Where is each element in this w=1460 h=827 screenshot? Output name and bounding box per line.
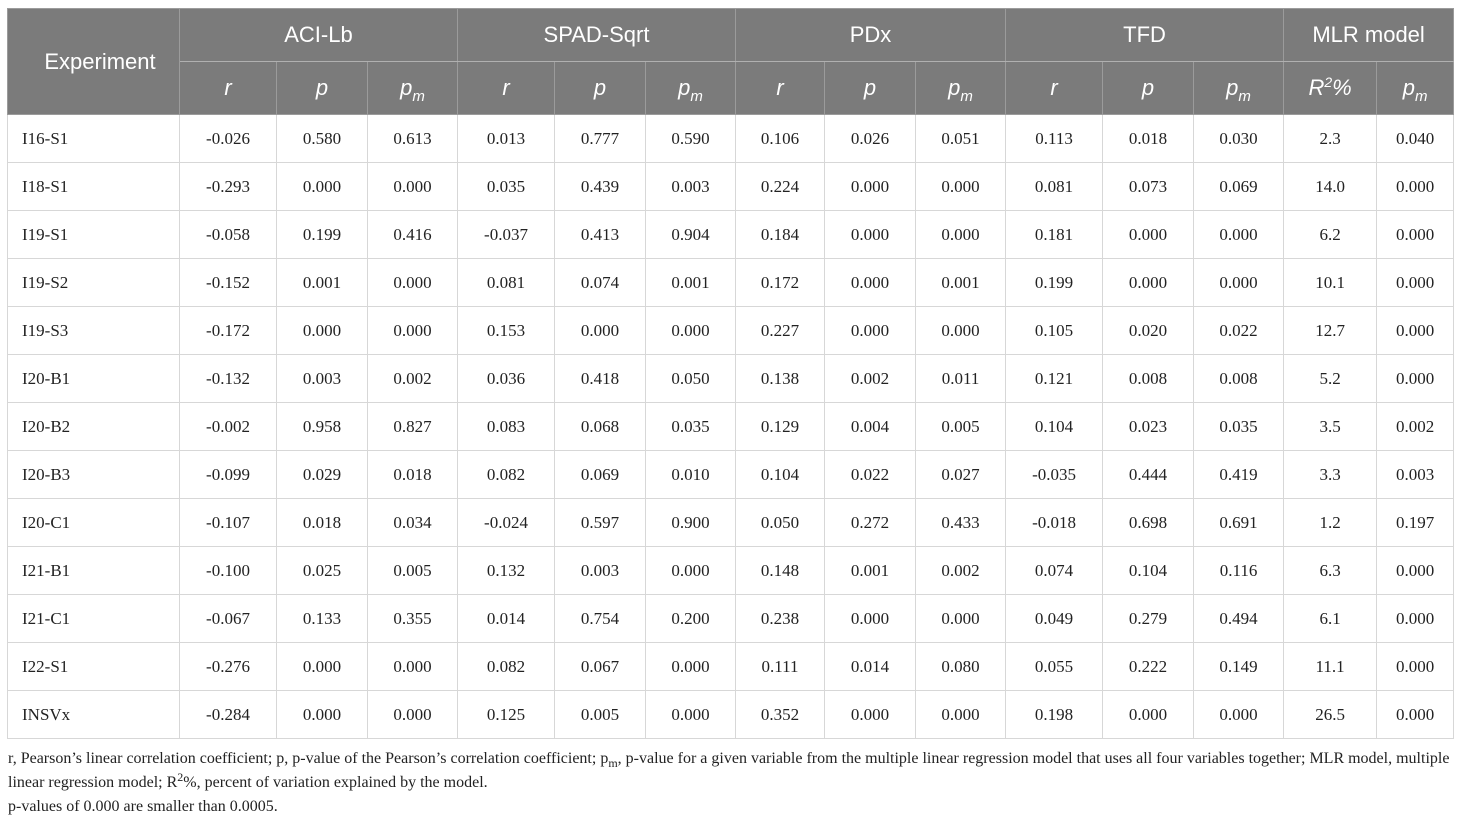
table-row: [8, 595, 1454, 643]
cell-aci-p: 0.025: [277, 547, 368, 595]
footnote: [7, 747, 1453, 818]
cell-spad-r: 0.083: [458, 403, 555, 451]
cell-mlr-r2: 26.5: [1284, 691, 1377, 739]
table-body: [8, 115, 1454, 739]
cell-spad-r: 0.125: [458, 691, 555, 739]
cell-mlr-pm: 0.002: [1377, 403, 1454, 451]
cell-aci-r: -0.100: [180, 547, 277, 595]
group-header-pdx: PDx: [736, 9, 1006, 62]
cell-mlr-r2: 6.3: [1284, 547, 1377, 595]
subheader-p: [825, 62, 916, 115]
cell-aci-r: -0.107: [180, 499, 277, 547]
cell-aci-r: -0.067: [180, 595, 277, 643]
cell-spad-r: 0.035: [458, 163, 555, 211]
cell-spad-p: 0.069: [555, 451, 646, 499]
cell-aci-pm: 0.000: [368, 163, 458, 211]
footnote-part-1: r, Pearson’s linear correlation coefficient; p, p-value of the Pearson’s correlation coefficient; p: [8, 750, 609, 767]
group-header-aci-lb: ACI-Lb: [180, 9, 458, 62]
cell-spad-pm: 0.035: [646, 403, 736, 451]
cell-mlr-r2: 2.3: [1284, 115, 1377, 163]
cell-spad-r: 0.013: [458, 115, 555, 163]
footnote-part-3: %, percent of variation explained by the model.: [183, 774, 488, 791]
cell-tfd-p: 0.020: [1103, 307, 1194, 355]
r-label: r: [1050, 75, 1058, 100]
cell-mlr-r2: 5.2: [1284, 355, 1377, 403]
cell-spad-r: 0.132: [458, 547, 555, 595]
cell-aci-pm: 0.827: [368, 403, 458, 451]
experiment-cell: INSVx: [8, 691, 180, 739]
cell-aci-pm: 0.002: [368, 355, 458, 403]
cell-tfd-p: 0.222: [1103, 643, 1194, 691]
footnote-part-2: , p-value for a given variable from the multiple linear regression model that uses all four variables together; MLR model, multiple linear regression model; R: [8, 750, 1450, 791]
p-label: p: [863, 75, 877, 100]
experiment-cell: I21-B1: [8, 547, 180, 595]
table-row: [8, 547, 1454, 595]
table-row: [8, 115, 1454, 163]
table-row: [8, 307, 1454, 355]
cell-aci-p: 0.199: [277, 211, 368, 259]
cell-aci-pm: 0.000: [368, 643, 458, 691]
cell-tfd-r: 0.104: [1006, 403, 1103, 451]
cell-spad-r: -0.024: [458, 499, 555, 547]
cell-aci-r: -0.002: [180, 403, 277, 451]
cell-tfd-pm: 0.000: [1194, 259, 1284, 307]
cell-tfd-p: 0.444: [1103, 451, 1194, 499]
cell-mlr-pm: 0.000: [1377, 595, 1454, 643]
cell-tfd-pm: 0.116: [1194, 547, 1284, 595]
r2-superscript: 2: [1324, 74, 1333, 90]
cell-aci-p: 0.000: [277, 163, 368, 211]
r-label: r: [502, 75, 510, 100]
cell-pdx-r: 0.104: [736, 451, 825, 499]
experiment-cell: I16-S1: [8, 115, 180, 163]
cell-aci-r: -0.132: [180, 355, 277, 403]
cell-pdx-p: 0.272: [825, 499, 916, 547]
cell-tfd-r: -0.018: [1006, 499, 1103, 547]
footnote-line-1: [8, 747, 1453, 795]
r-label: r: [776, 75, 784, 100]
experiment-cell: I20-B1: [8, 355, 180, 403]
cell-pdx-r: 0.352: [736, 691, 825, 739]
cell-tfd-pm: 0.022: [1194, 307, 1284, 355]
cell-spad-pm: 0.000: [646, 643, 736, 691]
cell-mlr-pm: 0.000: [1377, 355, 1454, 403]
pm-subscript: m: [960, 88, 973, 105]
cell-spad-p: 0.067: [555, 643, 646, 691]
cell-pdx-r: 0.138: [736, 355, 825, 403]
pm-base: p: [678, 75, 691, 100]
table-row: [8, 499, 1454, 547]
cell-pdx-pm: 0.002: [916, 547, 1006, 595]
cell-pdx-pm: 0.027: [916, 451, 1006, 499]
experiment-cell: I19-S3: [8, 307, 180, 355]
cell-pdx-pm: 0.080: [916, 643, 1006, 691]
cell-mlr-r2: 1.2: [1284, 499, 1377, 547]
header-row-subcolumns: [8, 62, 1454, 115]
cell-aci-pm: 0.000: [368, 259, 458, 307]
cell-spad-p: 0.418: [555, 355, 646, 403]
table-row: [8, 691, 1454, 739]
cell-tfd-r: 0.181: [1006, 211, 1103, 259]
cell-pdx-p: 0.000: [825, 307, 916, 355]
cell-tfd-r: 0.198: [1006, 691, 1103, 739]
cell-mlr-pm: 0.003: [1377, 451, 1454, 499]
footnote-pm-subscript: m: [608, 756, 618, 770]
cell-tfd-r: 0.113: [1006, 115, 1103, 163]
cell-mlr-r2: 11.1: [1284, 643, 1377, 691]
cell-mlr-pm: 0.000: [1377, 163, 1454, 211]
subheader-p: [555, 62, 646, 115]
cell-aci-r: -0.058: [180, 211, 277, 259]
cell-aci-p: 0.580: [277, 115, 368, 163]
cell-pdx-r: 0.050: [736, 499, 825, 547]
cell-tfd-pm: 0.069: [1194, 163, 1284, 211]
cell-aci-r: -0.276: [180, 643, 277, 691]
cell-spad-r: -0.037: [458, 211, 555, 259]
r2-base: R: [1308, 75, 1325, 100]
pm-subscript: m: [690, 88, 703, 105]
cell-aci-r: -0.152: [180, 259, 277, 307]
cell-mlr-pm: 0.000: [1377, 691, 1454, 739]
cell-tfd-r: 0.049: [1006, 595, 1103, 643]
table-row: [8, 643, 1454, 691]
pm-subscript: m: [412, 88, 425, 105]
cell-pdx-p: 0.026: [825, 115, 916, 163]
cell-pdx-p: 0.000: [825, 259, 916, 307]
cell-tfd-pm: 0.000: [1194, 691, 1284, 739]
cell-mlr-r2: 6.1: [1284, 595, 1377, 643]
subheader-r: [180, 62, 277, 115]
experiment-cell: I19-S1: [8, 211, 180, 259]
cell-mlr-r2: 3.5: [1284, 403, 1377, 451]
cell-pdx-pm: 0.001: [916, 259, 1006, 307]
cell-mlr-r2: 6.2: [1284, 211, 1377, 259]
experiment-cell: I20-B3: [8, 451, 180, 499]
cell-pdx-r: 0.172: [736, 259, 825, 307]
cell-spad-pm: 0.050: [646, 355, 736, 403]
cell-tfd-r: -0.035: [1006, 451, 1103, 499]
header-row-groups: [8, 9, 1454, 62]
pm-subscript: m: [1414, 88, 1428, 105]
cell-pdx-pm: 0.000: [916, 595, 1006, 643]
cell-pdx-pm: 0.000: [916, 211, 1006, 259]
cell-aci-r: -0.172: [180, 307, 277, 355]
cell-spad-pm: 0.001: [646, 259, 736, 307]
subheader-pm: [916, 62, 1006, 115]
cell-aci-pm: 0.000: [368, 307, 458, 355]
cell-spad-pm: 0.000: [646, 307, 736, 355]
cell-tfd-p: 0.008: [1103, 355, 1194, 403]
cell-spad-p: 0.000: [555, 307, 646, 355]
cell-spad-r: 0.036: [458, 355, 555, 403]
cell-aci-pm: 0.613: [368, 115, 458, 163]
group-header-mlr-model: MLR model: [1284, 9, 1454, 62]
cell-tfd-p: 0.000: [1103, 259, 1194, 307]
cell-aci-p: 0.000: [277, 691, 368, 739]
cell-aci-p: 0.018: [277, 499, 368, 547]
cell-spad-p: 0.068: [555, 403, 646, 451]
subheader-p: [277, 62, 368, 115]
experiment-cell: I21-C1: [8, 595, 180, 643]
cell-aci-r: -0.099: [180, 451, 277, 499]
cell-aci-p: 0.133: [277, 595, 368, 643]
cell-pdx-p: 0.002: [825, 355, 916, 403]
cell-tfd-r: 0.081: [1006, 163, 1103, 211]
cell-tfd-p: 0.000: [1103, 211, 1194, 259]
cell-spad-pm: 0.000: [646, 691, 736, 739]
cell-mlr-pm: 0.000: [1377, 307, 1454, 355]
r2-suffix: %: [1332, 75, 1352, 100]
cell-aci-pm: 0.005: [368, 547, 458, 595]
cell-pdx-pm: 0.000: [916, 307, 1006, 355]
subheader-pm: [646, 62, 736, 115]
cell-spad-p: 0.003: [555, 547, 646, 595]
cell-tfd-pm: 0.494: [1194, 595, 1284, 643]
cell-tfd-p: 0.073: [1103, 163, 1194, 211]
cell-spad-p: 0.005: [555, 691, 646, 739]
cell-spad-pm: 0.003: [646, 163, 736, 211]
cell-aci-pm: 0.018: [368, 451, 458, 499]
pm-subscript: m: [1238, 88, 1251, 105]
cell-spad-r: 0.082: [458, 643, 555, 691]
cell-mlr-pm: 0.000: [1377, 259, 1454, 307]
experiment-cell: I18-S1: [8, 163, 180, 211]
footnote-r2-superscript: 2: [177, 770, 184, 784]
subheader-r: [1006, 62, 1103, 115]
pm-base: p: [948, 75, 961, 100]
p-label: p: [315, 75, 329, 100]
group-header-tfd: TFD: [1006, 9, 1284, 62]
subheader-r: [736, 62, 825, 115]
cell-tfd-r: 0.199: [1006, 259, 1103, 307]
experiment-cell: I20-C1: [8, 499, 180, 547]
pm-base: p: [1226, 75, 1239, 100]
cell-tfd-r: 0.055: [1006, 643, 1103, 691]
cell-mlr-r2: 14.0: [1284, 163, 1377, 211]
pm-base: p: [400, 75, 413, 100]
cell-spad-pm: 0.904: [646, 211, 736, 259]
cell-pdx-p: 0.022: [825, 451, 916, 499]
cell-pdx-pm: 0.011: [916, 355, 1006, 403]
cell-tfd-pm: 0.000: [1194, 211, 1284, 259]
cell-spad-r: 0.014: [458, 595, 555, 643]
cell-tfd-p: 0.698: [1103, 499, 1194, 547]
p-label: p: [593, 75, 607, 100]
cell-pdx-pm: 0.005: [916, 403, 1006, 451]
cell-pdx-p: 0.014: [825, 643, 916, 691]
cell-pdx-pm: 0.433: [916, 499, 1006, 547]
subheader-pm: [1377, 62, 1454, 115]
cell-mlr-pm: 0.040: [1377, 115, 1454, 163]
cell-spad-r: 0.081: [458, 259, 555, 307]
cell-aci-p: 0.000: [277, 307, 368, 355]
subheader-pm: [368, 62, 458, 115]
subheader-pm: [1194, 62, 1284, 115]
r-label: r: [224, 75, 232, 100]
cell-tfd-r: 0.121: [1006, 355, 1103, 403]
cell-pdx-p: 0.000: [825, 211, 916, 259]
table-row: [8, 211, 1454, 259]
cell-mlr-pm: 0.000: [1377, 643, 1454, 691]
cell-aci-r: -0.026: [180, 115, 277, 163]
cell-pdx-p: 0.000: [825, 691, 916, 739]
cell-spad-p: 0.439: [555, 163, 646, 211]
cell-tfd-r: 0.105: [1006, 307, 1103, 355]
cell-spad-pm: 0.900: [646, 499, 736, 547]
table-row: [8, 403, 1454, 451]
cell-mlr-r2: 3.3: [1284, 451, 1377, 499]
cell-pdx-r: 0.238: [736, 595, 825, 643]
cell-pdx-r: 0.106: [736, 115, 825, 163]
cell-pdx-pm: 0.000: [916, 691, 1006, 739]
table-container: [7, 8, 1453, 818]
cell-tfd-r: 0.074: [1006, 547, 1103, 595]
cell-aci-p: 0.958: [277, 403, 368, 451]
subheader-p: [1103, 62, 1194, 115]
cell-mlr-r2: 12.7: [1284, 307, 1377, 355]
cell-tfd-pm: 0.691: [1194, 499, 1284, 547]
cell-aci-pm: 0.416: [368, 211, 458, 259]
cell-aci-pm: 0.355: [368, 595, 458, 643]
cell-pdx-p: 0.000: [825, 163, 916, 211]
cell-spad-pm: 0.010: [646, 451, 736, 499]
cell-spad-pm: 0.200: [646, 595, 736, 643]
cell-tfd-p: 0.000: [1103, 691, 1194, 739]
cell-aci-r: -0.293: [180, 163, 277, 211]
cell-pdx-r: 0.184: [736, 211, 825, 259]
table-row: [8, 355, 1454, 403]
cell-spad-r: 0.153: [458, 307, 555, 355]
group-header-spad-sqrt: SPAD-Sqrt: [458, 9, 736, 62]
cell-tfd-pm: 0.419: [1194, 451, 1284, 499]
cell-pdx-p: 0.001: [825, 547, 916, 595]
cell-pdx-p: 0.000: [825, 595, 916, 643]
table-row: [8, 451, 1454, 499]
cell-spad-pm: 0.000: [646, 547, 736, 595]
cell-mlr-pm: 0.000: [1377, 211, 1454, 259]
cell-aci-p: 0.000: [277, 643, 368, 691]
cell-tfd-p: 0.018: [1103, 115, 1194, 163]
cell-pdx-pm: 0.051: [916, 115, 1006, 163]
cell-aci-r: -0.284: [180, 691, 277, 739]
cell-tfd-p: 0.023: [1103, 403, 1194, 451]
cell-mlr-pm: 0.197: [1377, 499, 1454, 547]
cell-spad-p: 0.777: [555, 115, 646, 163]
cell-pdx-r: 0.148: [736, 547, 825, 595]
subheader-r2: [1284, 62, 1377, 115]
experiment-cell: I22-S1: [8, 643, 180, 691]
experiment-cell: I19-S2: [8, 259, 180, 307]
pm-base: p: [1402, 75, 1415, 100]
cell-spad-p: 0.074: [555, 259, 646, 307]
cell-pdx-r: 0.224: [736, 163, 825, 211]
cell-tfd-pm: 0.149: [1194, 643, 1284, 691]
experiment-cell: I20-B2: [8, 403, 180, 451]
cell-spad-p: 0.754: [555, 595, 646, 643]
cell-tfd-pm: 0.008: [1194, 355, 1284, 403]
cell-spad-pm: 0.590: [646, 115, 736, 163]
cell-tfd-pm: 0.035: [1194, 403, 1284, 451]
p-label: p: [1141, 75, 1155, 100]
footnote-line-2: p-values of 0.000 are smaller than 0.0005.: [8, 798, 278, 815]
cell-aci-pm: 0.000: [368, 691, 458, 739]
cell-pdx-p: 0.004: [825, 403, 916, 451]
subheader-r: [458, 62, 555, 115]
cell-spad-p: 0.597: [555, 499, 646, 547]
cell-aci-p: 0.003: [277, 355, 368, 403]
cell-aci-pm: 0.034: [368, 499, 458, 547]
cell-mlr-pm: 0.000: [1377, 547, 1454, 595]
table-row: [8, 163, 1454, 211]
cell-pdx-r: 0.129: [736, 403, 825, 451]
cell-tfd-p: 0.279: [1103, 595, 1194, 643]
cell-pdx-r: 0.227: [736, 307, 825, 355]
cell-pdx-r: 0.111: [736, 643, 825, 691]
results-table: [7, 8, 1454, 739]
cell-aci-p: 0.029: [277, 451, 368, 499]
cell-spad-p: 0.413: [555, 211, 646, 259]
cell-spad-r: 0.082: [458, 451, 555, 499]
cell-tfd-pm: 0.030: [1194, 115, 1284, 163]
cell-pdx-pm: 0.000: [916, 163, 1006, 211]
experiment-header: Experiment: [8, 9, 180, 115]
cell-aci-p: 0.001: [277, 259, 368, 307]
table-row: [8, 259, 1454, 307]
cell-tfd-p: 0.104: [1103, 547, 1194, 595]
cell-mlr-r2: 10.1: [1284, 259, 1377, 307]
